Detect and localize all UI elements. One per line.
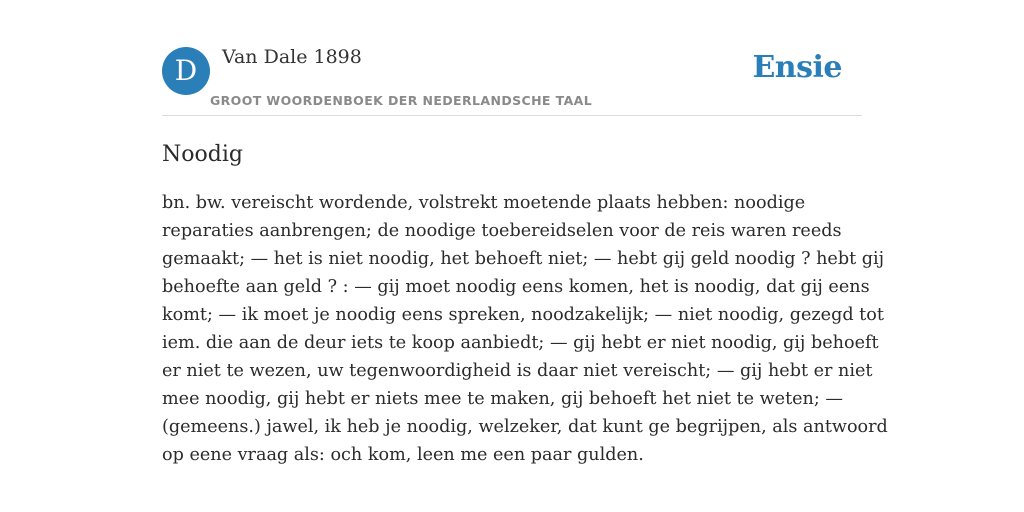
definition-line: gemaakt; — het is niet noodig, het behoeft niet; — hebt gij geld noodig ? hebt gij: [162, 249, 885, 269]
source-title[interactable]: Van Dale 1898: [222, 46, 362, 68]
source-avatar[interactable]: D: [162, 47, 210, 95]
definition-line: komt; — ik moet je noodig eens spreken, noodzakelijk; — niet noodig, gezegd tot: [162, 305, 884, 325]
definition-line: iem. die aan de deur iets te koop aanbiedt; — gij hebt er niet noodig, gij behoeft: [162, 333, 879, 353]
definition-text: [162, 189, 888, 469]
ensie-logo[interactable]: Ensie: [752, 50, 842, 85]
definition-line: er niet te wezen, uw tegenwoordigheid is daar niet vereischt; — gij hebt er niet: [162, 361, 873, 381]
dictionary-card: [162, 40, 888, 469]
definition-line: reparaties aanbrengen; de noodige toebereidselen voor de reis waren reeds: [162, 221, 842, 241]
definition-line: (gemeens.) jawel, ik heb je noodig, welzeker, dat kunt ge begrijpen, als antwoord: [162, 417, 888, 437]
definition-line: op eene vraag als: och kom, leen me een paar gulden.: [162, 445, 644, 465]
definition-line: bn. bw. vereischt wordende, volstrekt moetende plaats hebben: noodige: [162, 193, 806, 213]
source-header: [162, 40, 862, 116]
definition-line: behoefte aan geld ? : — gij moet noodig eens komen, het is noodig, dat gij eens: [162, 277, 870, 297]
source-subtitle: GROOT WOORDENBOEK DER NEDERLANDSCHE TAAL: [210, 93, 593, 108]
headword: Noodig: [162, 142, 243, 167]
definition-line: mee noodig, gij hebt er niets mee te maken, gij behoeft het niet te weten; —: [162, 389, 844, 409]
